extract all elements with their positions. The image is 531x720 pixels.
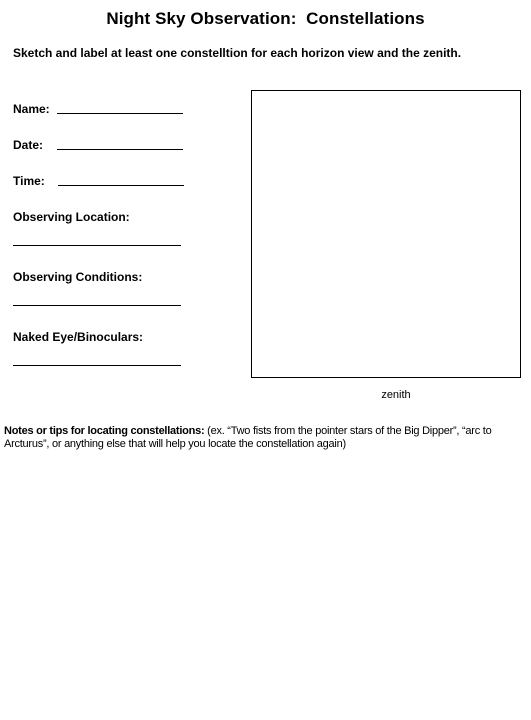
equipment-label: Naked Eye/Binoculars:: [13, 330, 144, 344]
name-label: Name:: [13, 102, 50, 116]
notes-instructions: [4, 425, 531, 451]
date-field[interactable]: [57, 149, 183, 150]
time-field[interactable]: [58, 185, 184, 186]
time-label: Time:: [13, 174, 45, 188]
conditions-field[interactable]: [13, 305, 181, 306]
zenith-caption: zenith: [381, 389, 411, 401]
notes-body: (ex. “Two fists from the pointer stars of the Big Dipper”, “arc to Arcturus”, or anything else that will help you locate the constellation again): [4, 425, 492, 450]
conditions-label: Observing Conditions:: [13, 270, 143, 284]
notes-writing-area[interactable]: [4, 460, 524, 710]
zenith-sketch-box[interactable]: [251, 90, 521, 378]
location-label: Observing Location:: [13, 210, 130, 224]
instructions-text: Sketch and label at least one constelltion for each horizon view and the zenith.: [13, 46, 462, 60]
notes-heading: Notes or tips for locating constellations:: [4, 425, 205, 437]
location-field[interactable]: [13, 245, 181, 246]
equipment-field[interactable]: [13, 365, 181, 366]
page-title: Night Sky Observation: Constellations: [106, 9, 425, 28]
date-label: Date:: [13, 138, 44, 152]
name-field[interactable]: [57, 113, 183, 114]
